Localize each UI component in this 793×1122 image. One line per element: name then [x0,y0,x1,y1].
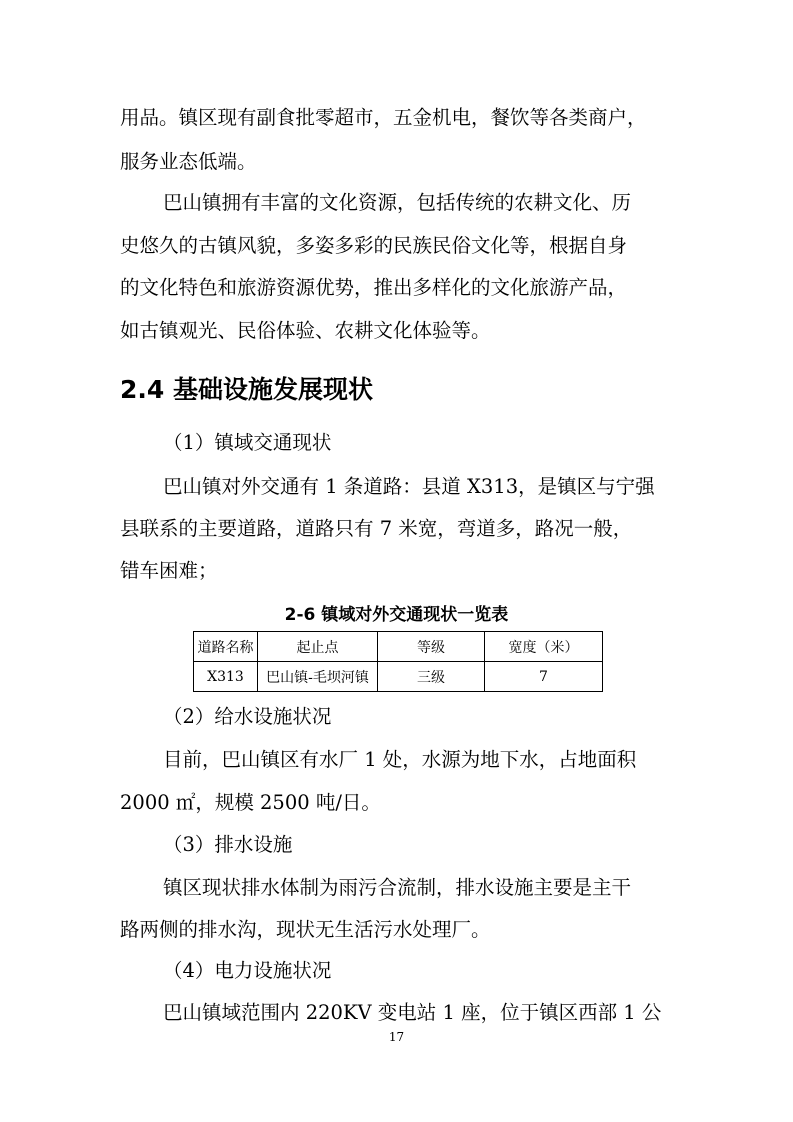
body-text-line: 的文化特色和旅游资源优势，推出多样化的文化旅游产品， [120,276,628,299]
body-text-line: 错车困难； [120,559,218,582]
body-text-line: 服务业态低端。 [120,150,257,173]
table-cell: 三级 [378,662,485,692]
body-text-line: 县联系的主要道路，道路只有 7 米宽，弯道多，路况一般， [120,517,633,540]
body-text-line: 目前，巴山镇区有水厂 1 处，水源为地下水，占地面积 [163,748,637,771]
table-header-cell: 起止点 [258,632,378,662]
body-text-line: 如古镇观光、民俗体验、农耕文化体验等。 [120,319,491,342]
body-text-line: 路两侧的排水沟，现状无生活污水处理厂。 [120,918,491,941]
table-cell: 7 [485,662,603,692]
body-text-line: 史悠久的古镇风貌，多姿多彩的民族民俗文化等，根据自身 [120,234,628,257]
table-cell: 巴山镇-毛坝河镇 [258,662,378,692]
subsection-title: （2）给水设施状况 [163,705,332,728]
body-text-line: 巴山镇对外交通有 1 条道路：县道 X313，是镇区与宁强 [163,475,655,498]
subsection-title: （3）排水设施 [163,833,293,856]
traffic-table [193,631,603,692]
section-heading: 2.4 基础设施发展现状 [120,375,373,404]
subsection-title: （1）镇域交通现状 [163,431,332,454]
table-header-cell: 宽度（米） [485,632,603,662]
body-text-line: 用品。镇区现有副食批零超市，五金机电，餐饮等各类商户， [120,106,647,129]
body-text-line: 镇区现状排水体制为雨污合流制，排水设施主要是主干 [163,876,632,899]
table-row [194,662,603,692]
table-header-row [194,632,603,662]
table-cell: X313 [194,662,258,692]
table-caption: 2-6 镇域对外交通现状一览表 [284,605,509,625]
body-text-line: 巴山镇拥有丰富的文化资源，包括传统的农耕文化、历 [163,191,632,214]
table-header-cell: 等级 [378,632,485,662]
body-text-line: 2000 ㎡，规模 2500 吨/日。 [120,791,381,814]
page-number: 17 [388,1030,405,1044]
subsection-title: （4）电力设施状况 [163,959,332,982]
table-header-cell: 道路名称 [194,632,258,662]
body-text-line: 巴山镇域范围内 220KV 变电站 1 座，位于镇区西部 1 公 [163,1001,662,1024]
